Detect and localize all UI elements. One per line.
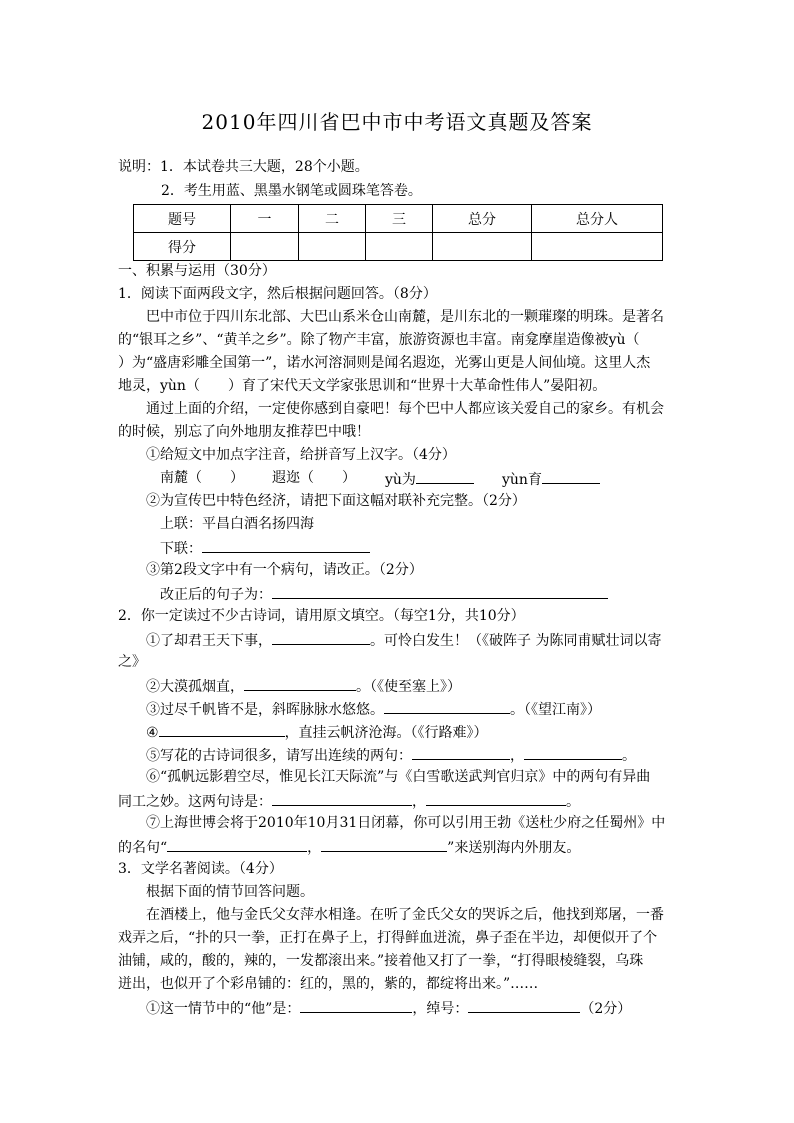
answer-blank[interactable] — [542, 469, 600, 484]
corrected-sentence — [160, 584, 608, 604]
sub-question: ②为宣传巴中特色经济，请把下面这幅对联补充完整。（2分） — [146, 493, 526, 509]
score-cell — [532, 233, 663, 261]
passage-line: 迸出，也似开了个彩帛铺的：红的，黑的，紫的，都绽将出来。”…… — [118, 976, 539, 992]
poem-text: ①了却君王天下事， — [146, 633, 272, 649]
poem-text: ⑤写花的古诗词很多，请写出连续的两句： — [146, 748, 412, 764]
poem-text: ④ — [146, 725, 159, 741]
instruction-line-2: 2．考生用蓝、黑墨水钢笔或圆珠笔答卷。 — [161, 183, 422, 199]
score-cell — [433, 233, 532, 261]
table-header-cell: 总分人 — [532, 205, 663, 233]
passage-line: 戏弄之后，“扑的只一拳，正打在鼻子上，打得鲜血迸流，鼻子歪在半边，却便似开了个 — [118, 930, 658, 946]
poem-item — [146, 745, 636, 765]
passage-line: ）为“盛唐彩雕全国第一”，诺水河溶洞则是闻名遐迩，光雾山更是人间仙境。这里人杰 — [118, 355, 651, 371]
answer-blank[interactable] — [272, 584, 608, 599]
question-text: ，绰号： — [412, 1001, 469, 1017]
answer-blank[interactable] — [202, 538, 370, 553]
answer-blank[interactable] — [412, 745, 510, 760]
passage-line: 地灵，yùn（ ）育了宋代天文学家张思训和“世界十大革命性伟人”晏阳初。 — [118, 378, 607, 394]
table-header-cell: 题号 — [134, 205, 231, 233]
answer-blank[interactable] — [524, 745, 622, 760]
poem-text: 。（《使至塞上》） — [356, 679, 461, 695]
question-text: （2分） — [580, 1001, 632, 1017]
poem-item-continued: 之》 — [118, 654, 146, 670]
poem-text: 。 — [566, 794, 580, 810]
table-header-cell: 总分 — [433, 205, 532, 233]
sub-question — [146, 998, 631, 1018]
passage-line: 巴中市位于四川东北部、大巴山系米仓山南麓，是川东北的一颗璀璨的明珠。是著名 — [146, 309, 664, 325]
passage-line: 的“银耳之乡”、“黄羊之乡”。除了物产丰富，旅游资源也丰富。南龛摩崖造像被yù（ — [118, 332, 640, 348]
answer-label: 改正后的句子为： — [160, 587, 272, 603]
answer-blank[interactable] — [321, 837, 447, 852]
answer-blank[interactable] — [244, 676, 356, 691]
poem-text: ， — [510, 748, 524, 764]
answer-blank[interactable] — [426, 791, 566, 806]
poem-item — [146, 722, 488, 742]
answer-blank[interactable] — [272, 630, 370, 645]
question-text: ①这一情节中的“他”是： — [146, 1001, 301, 1017]
instruction-line-1: 说明：1．本试卷共三大题，28个小题。 — [118, 159, 369, 175]
poem-item — [146, 699, 601, 719]
score-cell — [231, 233, 299, 261]
answer-item — [385, 469, 474, 489]
table-header-cell: 二 — [299, 205, 366, 233]
answer-blank[interactable] — [300, 998, 412, 1013]
poem-item: ⑥“孤帆远影碧空尽，惟见长江天际流”与《白雪歌送武判官归京》中的两句有异曲 — [146, 769, 651, 785]
couplet-upper: 上联：平昌白酒名扬四海 — [160, 516, 314, 532]
answer-label: yù为 — [385, 472, 416, 488]
answer-label: 下联： — [160, 541, 202, 557]
score-table — [133, 204, 663, 261]
table-row-label: 得分 — [134, 233, 231, 261]
question-2-prompt: 2．你一定读过不少古诗词，请用原文填空。（每空1分，共10分） — [118, 608, 525, 624]
poem-item: ⑦上海世博会将于2010年10月31日闭幕，你可以引用王勃《送杜少府之任蜀州》中 — [146, 815, 666, 831]
answer-blank[interactable] — [416, 469, 474, 484]
poem-text: 。可怜白发生！（《破阵子 为陈同甫赋壮词以寄 — [370, 633, 662, 649]
poem-item — [146, 676, 461, 696]
poem-text: 的名句“ — [118, 840, 168, 856]
answer-item: 遐迩（ ） — [272, 470, 356, 486]
score-table-row — [134, 233, 663, 261]
poem-text: 同工之妙。这两句诗是： — [118, 794, 272, 810]
passage-line: 在酒楼上，他与金氏父女萍水相逢。在听了金氏父女的哭诉之后，他找到郑屠，一番 — [146, 907, 664, 923]
question-1-prompt: 1．阅读下面两段文字，然后根据问题回答。（8分） — [118, 286, 437, 302]
poem-text: 。（《望江南》） — [510, 702, 601, 718]
poem-item-continued — [118, 837, 580, 857]
poem-text: ， — [307, 840, 322, 856]
table-header-cell: 一 — [231, 205, 299, 233]
question-instruction: 根据下面的情节回答问题。 — [146, 884, 314, 900]
answer-blank[interactable] — [272, 791, 412, 806]
answer-label: yùn育 — [502, 472, 542, 488]
answer-item: 南麓（ ） — [160, 470, 244, 486]
poem-text: ②大漠孤烟直， — [146, 679, 244, 695]
answer-blank[interactable] — [167, 837, 307, 852]
answer-blank[interactable] — [468, 998, 580, 1013]
score-cell — [299, 233, 366, 261]
page-title: 2010年四川省巴中市中考语文真题及答案 — [201, 110, 593, 134]
poem-text: ， — [412, 794, 426, 810]
poem-text: ，直挂云帆济沧海。（《行路难》） — [284, 725, 488, 741]
sub-question: ③第2段文字中有一个病句，请改正。（2分） — [146, 562, 423, 578]
passage-line: 油铺，咸的，酸的，辣的，一发都滚出来。”接着他又打了一拳，“打得眼棱缝裂，乌珠 — [118, 953, 644, 969]
passage-line: 的时候，别忘了向外地朋友推荐巴中哦！ — [118, 424, 370, 440]
score-cell — [366, 233, 433, 261]
section-heading: 一、积累与运用（30分） — [118, 263, 276, 279]
score-table-header-row — [134, 205, 663, 233]
poem-text: 。 — [622, 748, 636, 764]
question-3-prompt: 3．文学名著阅读。（4分） — [118, 861, 283, 877]
poem-text: ”来送别海内外朋友。 — [447, 840, 581, 856]
answer-blank[interactable] — [384, 699, 510, 714]
answer-blank[interactable] — [159, 722, 285, 737]
couplet-lower — [160, 538, 370, 558]
sub-question: ①给短文中加点字注音，给拼音写上汉字。（4分） — [146, 447, 456, 463]
poem-item — [146, 630, 661, 650]
table-header-cell: 三 — [366, 205, 433, 233]
poem-item-continued — [118, 791, 580, 811]
answer-item — [502, 469, 600, 489]
poem-text: ③过尽千帆皆不是，斜晖脉脉水悠悠。 — [146, 702, 384, 718]
passage-line: 通过上面的介绍，一定使你感到自豪吧！每个巴中人都应该关爱自己的家乡。有机会 — [146, 401, 664, 417]
